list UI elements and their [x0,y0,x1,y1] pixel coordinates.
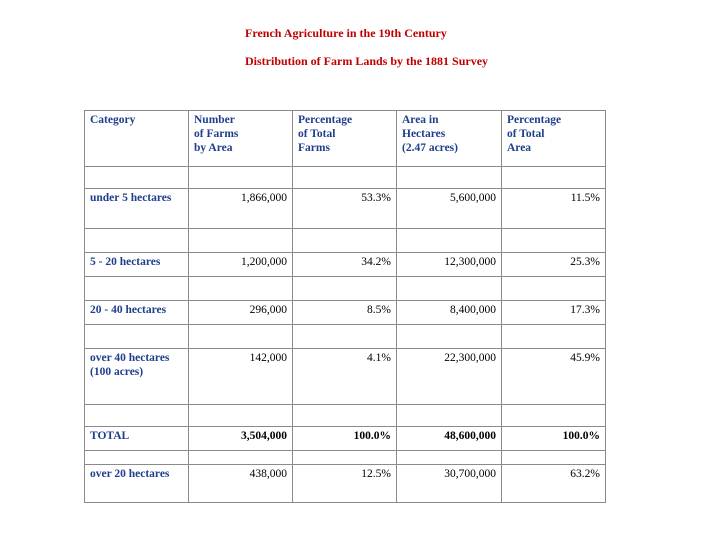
row-farms: 1,200,000 [189,253,293,277]
row-pct-area: 25.3% [502,253,606,277]
row-pct-farms: 53.3% [293,189,397,229]
row-farms: 296,000 [189,301,293,325]
spacer-row [85,405,606,427]
total-row [85,427,606,451]
page-title: French Agriculture in the 19th Century [245,26,447,40]
row-area: 30,700,000 [397,465,502,503]
total-pct-area: 100.0% [502,427,606,451]
row-pct-area: 45.9% [502,349,606,405]
row-pct-farms: 4.1% [293,349,397,405]
spacer-row [85,325,606,349]
row-area: 5,600,000 [397,189,502,229]
table-row [85,465,606,503]
row-farms: 142,000 [189,349,293,405]
column-header-percentage-area: Percentage of Total Area [502,111,606,167]
table-row [85,253,606,277]
table-header-row [85,111,606,167]
row-pct-farms: 12.5% [293,465,397,503]
row-category: 20 - 40 hectares [85,301,189,325]
row-category: over 40 hectares (100 acres) [85,349,189,405]
spacer-row [85,277,606,301]
row-pct-area: 11.5% [502,189,606,229]
column-header-percentage-farms: Percentage of Total Farms [293,111,397,167]
total-pct-farms: 100.0% [293,427,397,451]
row-area: 12,300,000 [397,253,502,277]
farm-distribution-table [84,110,606,503]
table-row [85,301,606,325]
column-header-category: Category [85,111,189,167]
table-row [85,189,606,229]
row-category: 5 - 20 hectares [85,253,189,277]
table-row [85,349,606,405]
spacer-row [85,167,606,189]
row-area: 8,400,000 [397,301,502,325]
row-farms: 1,866,000 [189,189,293,229]
row-farms: 438,000 [189,465,293,503]
column-header-area-hectares: Area in Hectares (2.47 acres) [397,111,502,167]
total-area: 48,600,000 [397,427,502,451]
page-subtitle: Distribution of Farm Lands by the 1881 Survey [245,54,489,68]
row-category: over 20 hectares [85,465,189,503]
row-pct-area: 17.3% [502,301,606,325]
row-area: 22,300,000 [397,349,502,405]
row-pct-farms: 8.5% [293,301,397,325]
total-label: TOTAL [85,427,189,451]
total-farms: 3,504,000 [189,427,293,451]
row-pct-farms: 34.2% [293,253,397,277]
spacer-row [85,451,606,465]
column-header-number-of-farms: Number of Farms by Area [189,111,293,167]
spacer-row [85,229,606,253]
row-category: under 5 hectares [85,189,189,229]
row-pct-area: 63.2% [502,465,606,503]
